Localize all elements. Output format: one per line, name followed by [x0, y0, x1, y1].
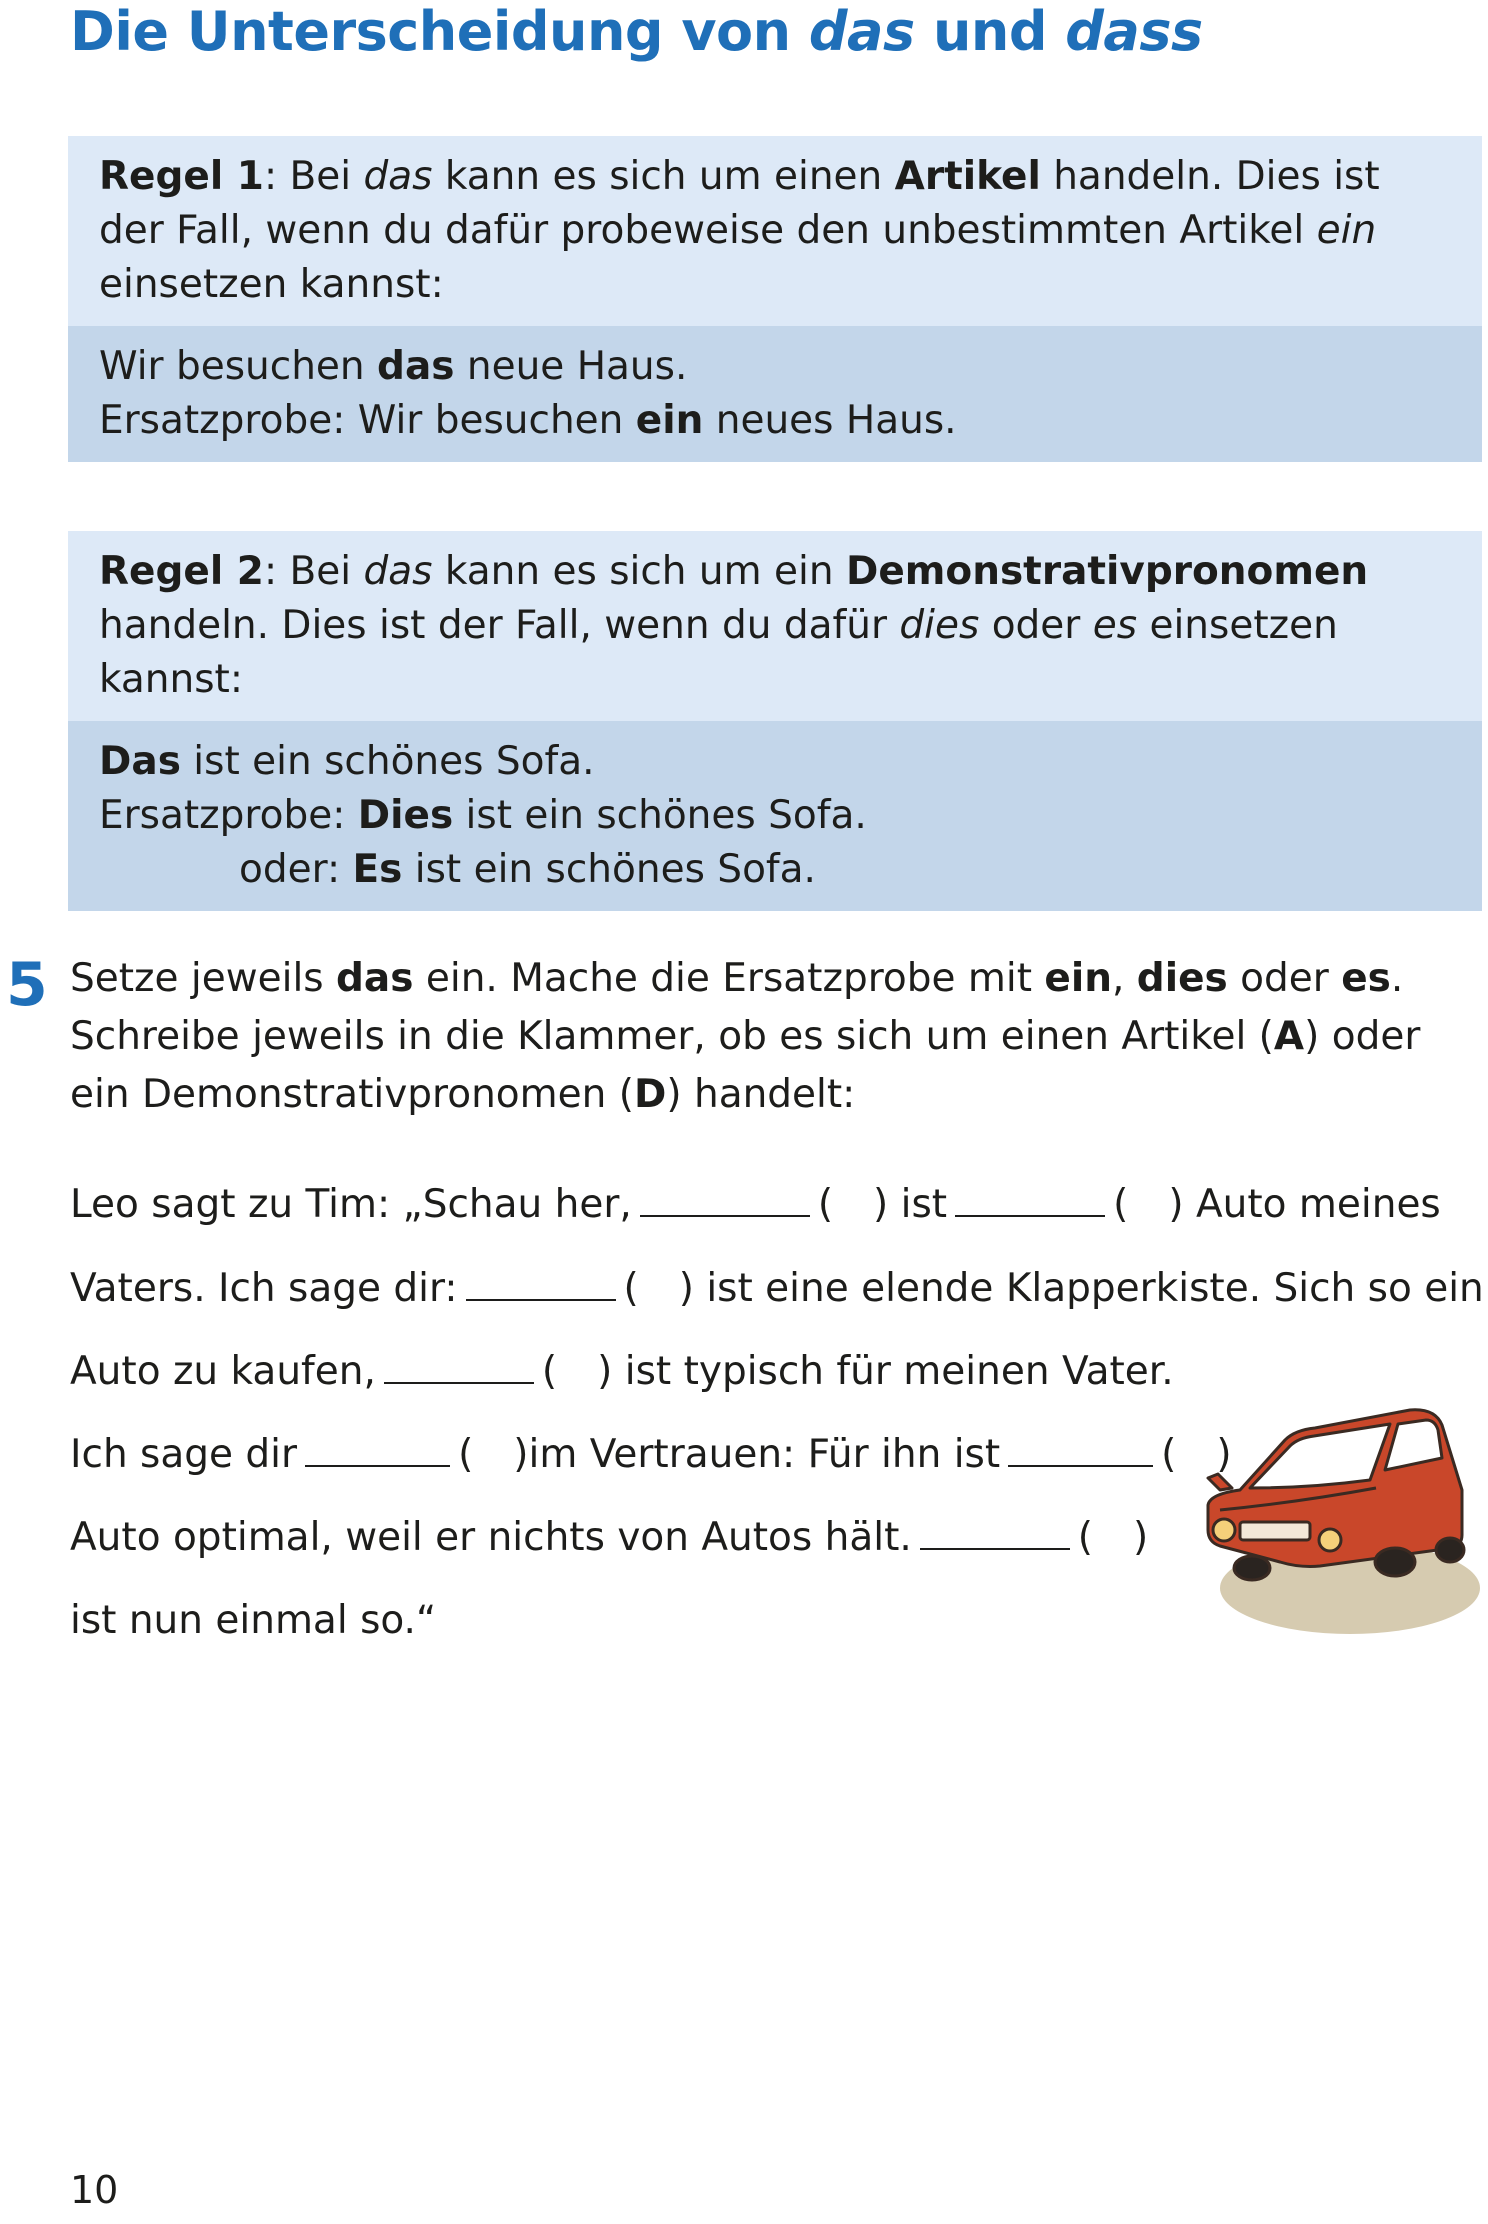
rule-box-1	[68, 136, 1482, 462]
answer-blank[interactable]	[384, 1352, 534, 1384]
exercise-line-3: Auto zu kaufen, ( ) ist typisch für meinen Vater.	[70, 1349, 1174, 1394]
answer-blank[interactable]	[305, 1435, 450, 1467]
exercise-line-6: ist nun einmal so.“	[70, 1598, 437, 1643]
page-number: 10	[70, 2168, 119, 2212]
rule-box-2	[68, 531, 1482, 911]
rule-2-text: Regel 2: Bei das kann es sich um ein Demonstrativpronomen handeln. Dies ist der Fall, wenn du dafür dies oder es einsetzen kannst:	[68, 531, 1482, 721]
answer-blank[interactable]	[955, 1185, 1105, 1217]
rule-1-text: Regel 1: Bei das kann es sich um einen Artikel handeln. Dies ist der Fall, wenn du dafür probeweise den unbestimmten Artikel ein einsetzen kannst:	[68, 136, 1482, 326]
exercise-line-1: Leo sagt zu Tim: „Schau her, ( ) ist ( ) Auto meines	[70, 1182, 1441, 1227]
task-number: 5	[6, 950, 48, 1020]
rule-1-example: Wir besuchen das neue Haus. Ersatzprobe: Wir besuchen ein neues Haus.	[68, 326, 1482, 462]
exercise-line-2: Vaters. Ich sage dir: ( ) ist eine elende Klapperkiste. Sich so ein	[70, 1266, 1484, 1311]
exercise-line-5: Auto optimal, weil er nichts von Autos hält. ( )	[70, 1515, 1149, 1560]
rule-2-example: Das ist ein schönes Sofa. Ersatzprobe: Dies ist ein schönes Sofa. oder: Es ist ein schönes Sofa.	[68, 721, 1482, 911]
answer-blank[interactable]	[466, 1269, 616, 1301]
answer-blank[interactable]	[920, 1518, 1070, 1550]
exercise-line-4: Ich sage dir ( )im Vertrauen: Für ihn ist ( )	[70, 1432, 1232, 1477]
task-instruction: Setze jeweils das ein. Mache die Ersatzprobe mit ein, dies oder es. Schreibe jeweils in die Klammer, ob es sich um einen Artikel (A) oder ein Demonstrativpronomen (D) handelt:	[70, 956, 1421, 1117]
answer-blank[interactable]	[1008, 1435, 1153, 1467]
page-title: Die Unterscheidung von das und dass	[70, 0, 1203, 63]
car-illustration	[1180, 1370, 1480, 1640]
answer-blank[interactable]	[640, 1185, 810, 1217]
